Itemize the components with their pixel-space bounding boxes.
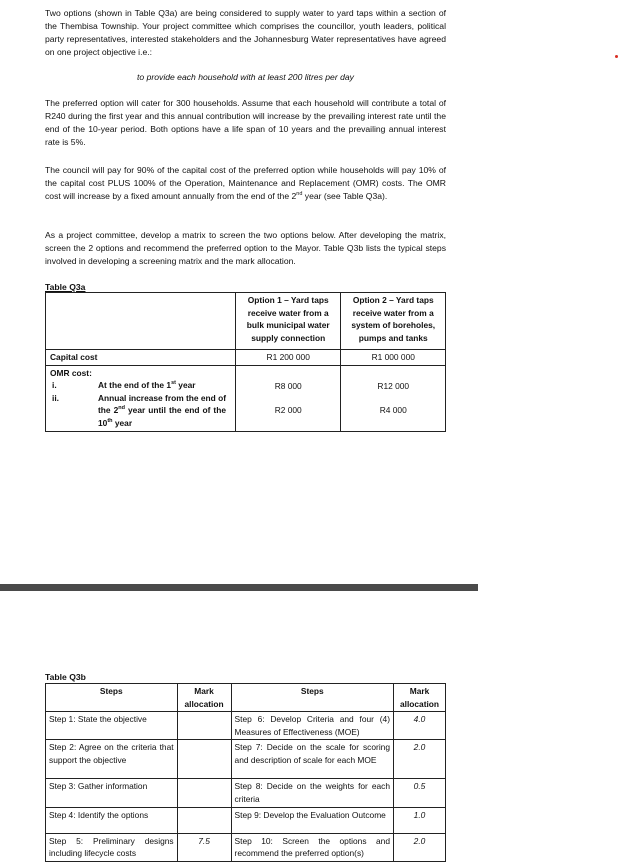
- mark-header-right: Mark allocation: [394, 684, 446, 712]
- omr-item-1-number: i.: [52, 380, 57, 391]
- table-q3a: [45, 292, 446, 432]
- mark-header-left: Mark allocation: [177, 684, 231, 712]
- omr-option1-cell: [235, 365, 341, 431]
- intro-paragraph-1: Two options (shown in Table Q3a) are being considered to supply water to yard taps within a section of the Thembisa Township. Your project committee which comprises the councillor, youth leaders, political party representatives, interested stakeholders and the Johannesburg Water representatives have agreed on one project objective i.e.:: [45, 8, 446, 57]
- omr-item-1: [50, 379, 231, 392]
- step-left: Step 4: Identify the options: [46, 807, 178, 833]
- page-separator: [0, 584, 478, 591]
- capital-cost-option2: R1 000 000: [341, 350, 446, 366]
- mark-right: 4.0: [394, 712, 446, 740]
- omr-item-2-text-a: Annual increase from the end of the 2: [98, 392, 226, 416]
- omr-cost-label: OMR cost:: [50, 367, 92, 378]
- omr-item-2-number: ii.: [52, 392, 59, 403]
- intro-paragraph-2: The preferred option will cater for 300 households. Assume that each household will contribute a total of R240 during the first year and this annual contribution will increase by the prevailing interest rate until the end of the 10-year period. Both options have a life span of 10 years and the prevailing annual interest rate is 5%.: [45, 98, 446, 147]
- mark-right: 2.0: [394, 740, 446, 779]
- table-q3a-caption: Table Q3a: [45, 282, 86, 292]
- omr-item-2-sup-a: nd: [118, 405, 125, 412]
- step-right: Step 9: Develop the Evaluation Outcome: [231, 807, 393, 833]
- mark-right: 0.5: [394, 779, 446, 807]
- table-q3a-corner: [46, 293, 236, 350]
- omr-cost-cell: [46, 365, 236, 431]
- omr-item-2-text: [98, 392, 226, 430]
- p3-sup: nd: [296, 190, 303, 197]
- step-right: Step 6: Develop Criteria and four (4) Measures of Effectiveness (MOE): [231, 712, 393, 740]
- omr-item-2-sup-b: th: [107, 418, 113, 425]
- p3-text-b: year (see Table Q3a).: [302, 190, 388, 201]
- mark-left: 7.5: [177, 833, 231, 861]
- capital-cost-option1: R1 200 000: [235, 350, 341, 366]
- table-q3a-option1-header: Option 1 – Yard taps receive water from a bulk municipal water supply connection: [235, 293, 341, 350]
- step-right: Step 7: Decide on the scale for scoring and description of scale for each MOE: [231, 740, 393, 779]
- steps-header-right: Steps: [231, 684, 393, 712]
- mark-left: [177, 807, 231, 833]
- marker-dot: [615, 55, 618, 58]
- mark-left: [177, 740, 231, 779]
- step-right: Step 8: Decide on the weights for each criteria: [231, 779, 393, 807]
- omr-item-1-sup: st: [171, 380, 176, 387]
- table-row: [46, 712, 446, 740]
- step-right: Step 10: Screen the options and recommend the preferred option(s): [231, 833, 393, 861]
- p3-text-a: The council will pay for 90% of the capital cost of the preferred option while households will pay 10% of the capital cost PLUS 100% of the Operation, Maintenance and Replacement (OMR) costs. The OMR cost will increase by a fixed amount annually from the end of the 2: [45, 165, 446, 201]
- omr-option2-cell: [341, 365, 446, 431]
- intro-paragraph-3: [45, 164, 446, 203]
- omr-item-2-text-c: year: [112, 417, 133, 428]
- mark-right: 1.0: [394, 807, 446, 833]
- mark-left: [177, 779, 231, 807]
- omr-item-2-option2: R4 000: [379, 405, 407, 416]
- intro-paragraph-4: As a project committee, develop a matrix to screen the two options below. After developing the matrix, screen the 2 options and recommend the preferred option to the Mayor. Table Q3b lists the typical steps involved in developing a screening matrix and the mark allocation.: [45, 230, 446, 266]
- table-q3a-option2-header: Option 2 – Yard taps receive water from a system of boreholes, pumps and tanks: [341, 293, 446, 350]
- table-row: [46, 740, 446, 779]
- step-left: Step 5: Preliminary designs including lifecycle costs: [46, 833, 178, 861]
- table-row: [46, 833, 446, 861]
- steps-header-left: Steps: [46, 684, 178, 712]
- omr-item-1-option1: R8 000: [274, 380, 302, 391]
- step-left: Step 2: Agree on the criteria that support the objective: [46, 740, 178, 779]
- omr-item-1-text: [98, 379, 226, 392]
- omr-item-2-text-b: year until the end of the 10: [98, 405, 226, 428]
- omr-item-2: [50, 392, 231, 430]
- table-q3b-caption: Table Q3b: [45, 672, 86, 682]
- omr-item-1-option2: R12 000: [377, 380, 410, 391]
- step-left: Step 3: Gather information: [46, 779, 178, 807]
- omr-item-1-text-a: At the end of the 1: [98, 380, 172, 391]
- table-q3b: [45, 683, 446, 862]
- table-row: [46, 807, 446, 833]
- table-row: [46, 779, 446, 807]
- project-objective: to provide each household with at least 200 litres per day: [137, 72, 354, 82]
- mark-right: 2.0: [394, 833, 446, 861]
- omr-item-2-option1: R2 000: [274, 405, 302, 416]
- capital-cost-label: Capital cost: [46, 350, 236, 366]
- omr-item-1-text-b: year: [175, 380, 196, 391]
- step-left: Step 1: State the objective: [46, 712, 178, 740]
- mark-left: [177, 712, 231, 740]
